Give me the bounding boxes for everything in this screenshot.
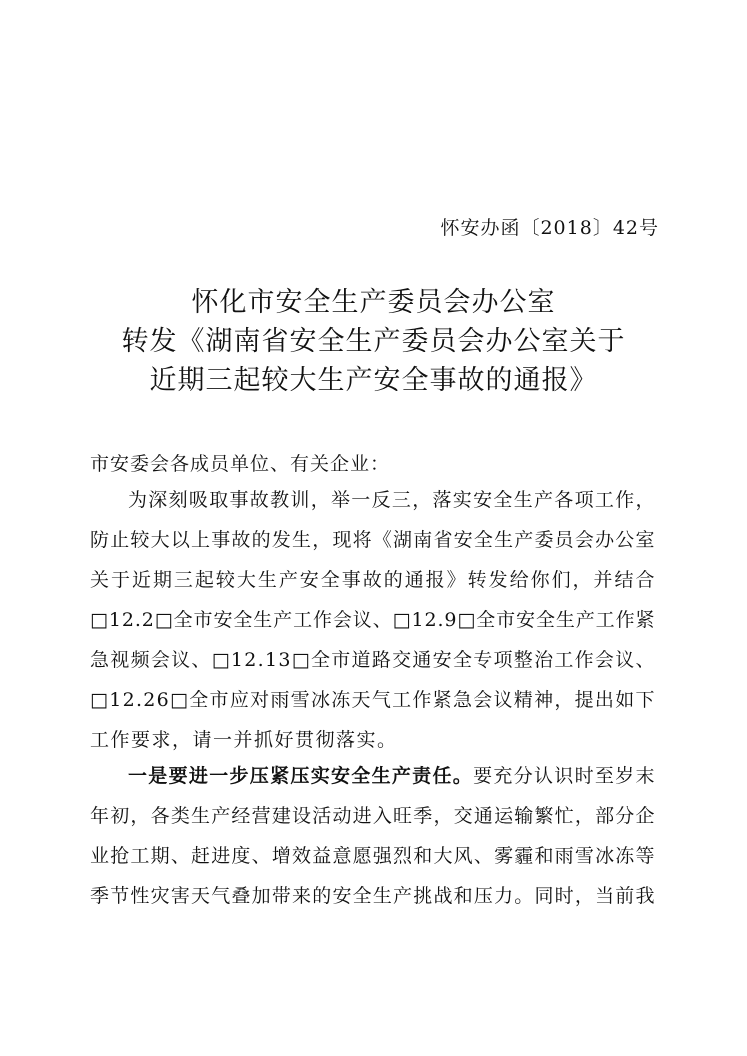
- paragraph-line: □12.2□全市安全生产工作会议、□12.9□全市安全生产工作紧: [90, 609, 656, 631]
- paragraph-line: 季节性灾害天气叠加带来的安全生产挑战和压力。同时，当前我: [90, 885, 656, 907]
- paragraph-intro: [90, 480, 656, 760]
- paragraph-line: 工作要求，请一并抓好贯彻落实。: [90, 729, 398, 751]
- title-line-1: 怀化市安全生产委员会办公室: [191, 287, 556, 318]
- paragraph-line: 业抢工期、赶进度、增效益意愿强烈和大风、雾霾和雨雪冰冻等: [90, 845, 656, 867]
- paragraph-line: 为深刻吸取事故教训，举一反三，落实安全生产各项工作，: [128, 489, 656, 511]
- title-line-3: 近期三起较大生产安全事故的通报》: [149, 365, 598, 396]
- paragraph-line: 急视频会议、□12.13□全市道路交通安全专项整治工作会议、: [90, 649, 656, 671]
- document-number: 怀安办函〔2018〕42号: [440, 217, 659, 239]
- paragraph-first-line: [90, 756, 656, 796]
- paragraph-point-one: [90, 756, 656, 916]
- title-line-2: 转发《湖南省安全生产委员会办公室关于: [121, 326, 626, 357]
- section-heading: 一是要进一步压紧压实安全生产责任。: [128, 765, 474, 787]
- salutation: 市安委会各成员单位、有关企业：: [90, 453, 391, 475]
- paragraph-line: 关于近期三起较大生产安全事故的通报》转发给你们，并结合: [90, 569, 657, 591]
- paragraph-line: 防止较大以上事故的发生，现将《湖南省安全生产委员会办公室: [90, 529, 656, 551]
- document-title: [0, 283, 747, 400]
- paragraph-text: 要充分认识时至岁末: [473, 765, 656, 787]
- paragraph-line: 年初，各类生产经营建设活动进入旺季，交通运输繁忙，部分企: [90, 805, 656, 827]
- paragraph-line: □12.26□全市应对雨雪冰冻天气工作紧急会议精神，提出如下: [90, 689, 656, 711]
